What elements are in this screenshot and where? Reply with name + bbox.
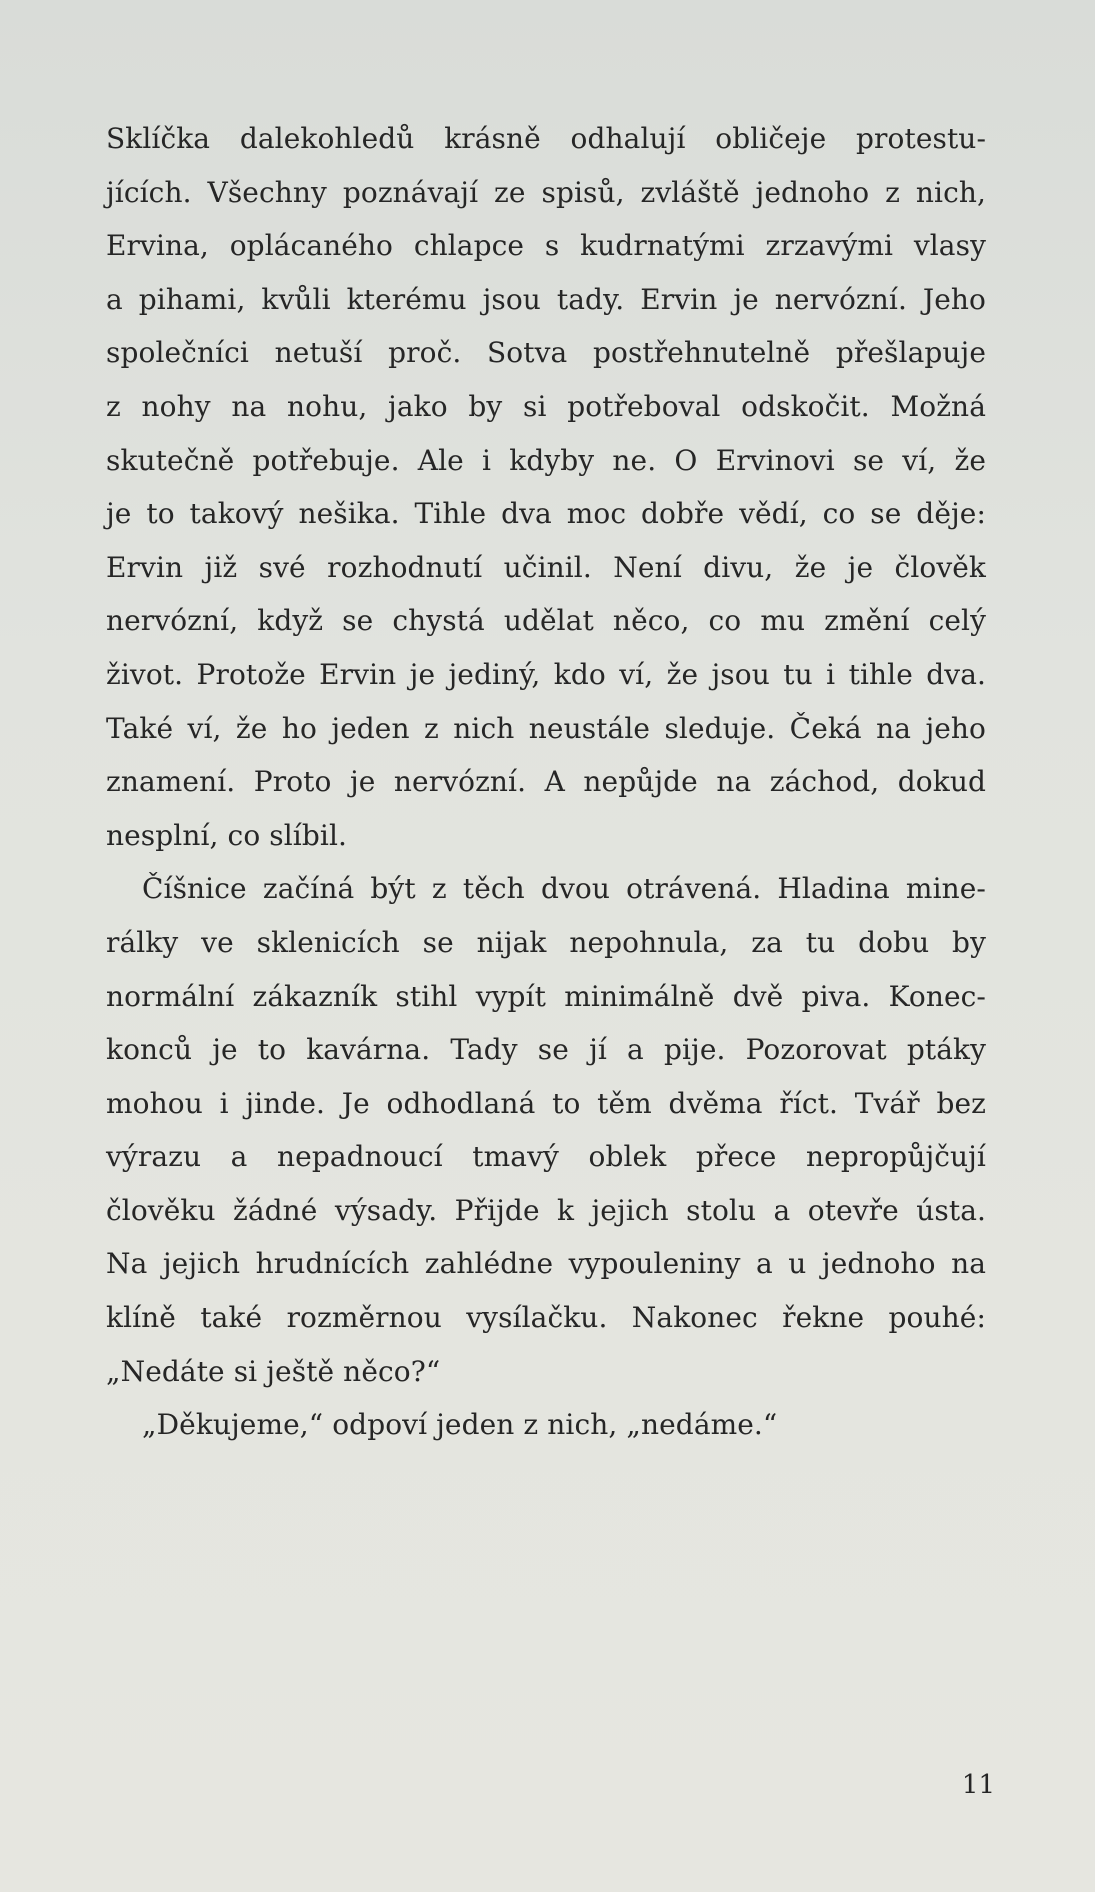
body-text — [106, 112, 986, 1452]
text-line: jících. Všechny poznávají ze spisů, zvláště jednoho z nich, — [106, 175, 986, 209]
text-line: nervózní, když se chystá udělat něco, co mu změní celý — [106, 604, 986, 638]
text-line: Ervin již své rozhodnutí učinil. Není divu, že je člověk — [106, 550, 986, 584]
paragraph-2 — [106, 862, 986, 1398]
text-line: Na jejich hrudnících zahlédne vypouleniny a u jednoho na — [106, 1247, 986, 1281]
text-line: znamení. Proto je nervózní. A nepůjde na záchod, dokud — [106, 765, 986, 799]
text-line: společníci netuší proč. Sotva postřehnutelně přešlapuje — [106, 336, 986, 370]
text-line: rálky ve sklenicích se nijak nepohnula, za tu dobu by — [106, 925, 986, 959]
text-line: normální zákazník stihl vypít minimálně dvě piva. Konec- — [106, 979, 986, 1013]
paragraph-3 — [106, 1398, 986, 1452]
text-line: výrazu a nepadnoucí tmavý oblek přece nepropůjčují — [106, 1140, 986, 1174]
text-line: je to takový nešika. Tihle dva moc dobře vědí, co se děje: — [106, 497, 986, 531]
text-line: Ervina, oplácaného chlapce s kudrnatými zrzavými vlasy — [106, 229, 986, 263]
text-line: „Děkujeme,“ odpoví jeden z nich, „nedáme.“ — [142, 1408, 778, 1442]
text-line: konců je to kavárna. Tady se jí a pije. Pozorovat ptáky — [106, 1033, 986, 1067]
text-line: skutečně potřebuje. Ale i kdyby ne. O Ervinovi se ví, že — [106, 443, 986, 477]
text-line: mohou i jinde. Je odhodlaná to těm dvěma říct. Tvář bez — [106, 1086, 986, 1120]
text-line: život. Protože Ervin je jediný, kdo ví, že jsou tu i tihle dva. — [106, 657, 986, 691]
page-number: 11 — [961, 1770, 995, 1800]
text-line: klíně také rozměrnou vysílačku. Nakonec řekne pouhé: — [106, 1301, 986, 1335]
text-line: z nohy na nohu, jako by si potřeboval odskočit. Možná — [106, 389, 986, 423]
text-line: Také ví, že ho jeden z nich neustále sleduje. Čeká na jeho — [106, 711, 986, 745]
text-line: člověku žádné výsady. Přijde k jejich stolu a otevře ústa. — [106, 1193, 986, 1227]
text-line: a pihami, kvůli kterému jsou tady. Ervin je nervózní. Jeho — [106, 282, 986, 316]
paragraph-1 — [106, 112, 986, 862]
text-line: Sklíčka dalekohledů krásně odhalují obličeje protestu- — [106, 122, 986, 155]
text-line: nesplní, co slíbil. — [106, 818, 347, 852]
text-line: Číšnice začíná být z těch dvou otrávená. Hladina mine- — [142, 872, 986, 906]
text-line: „Nedáte si ještě něco?“ — [106, 1354, 441, 1388]
